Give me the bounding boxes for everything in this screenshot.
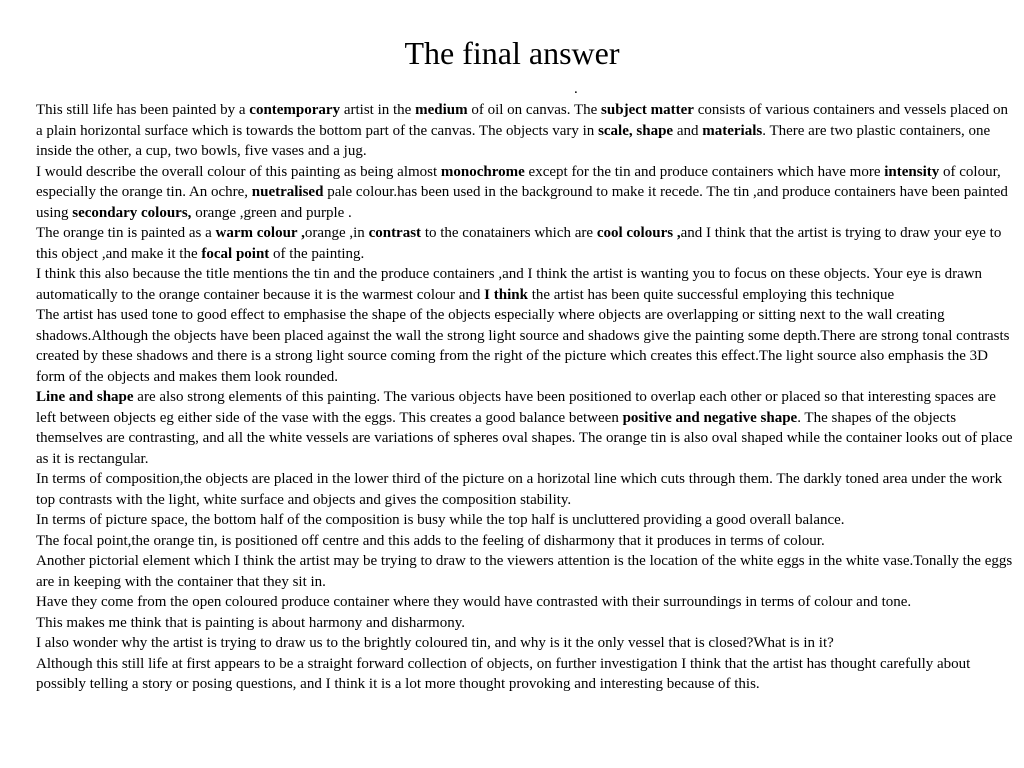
essay-paragraph — [36, 510, 1014, 531]
text-run: . There are two plastic containers, one inside the other, a cup, two bowls, five vases and a jug. — [36, 122, 991, 159]
slide-title: The final answer — [404, 35, 620, 71]
text-run: I think this also because the title mentions the tin and the produce containers ,and I think the artist is wanting you to focus on these objects. Your eye is drawn automatically to the orange container because it is the warmest colour and — [36, 266, 983, 303]
emphasis-term: intensity — [884, 163, 940, 180]
text-run: The focal point,the orange tin, is positioned off centre and this adds to the feeling of disharmony that it produces in terms of colour. — [36, 532, 825, 549]
text-run: the artist has been quite successful employing this technique — [527, 286, 895, 303]
text-run: In terms of picture space, the bottom half of the composition is busy while the top half is uncluttered providing a good overall balance. — [36, 512, 845, 528]
emphasis-term: medium — [415, 102, 468, 118]
text-run: artist in the — [340, 102, 416, 118]
emphasis-term: secondary colours, — [72, 204, 192, 221]
text-run: I would describe the overall colour of this painting as being almost — [36, 163, 441, 180]
essay-paragraph — [36, 264, 1014, 305]
text-run: In terms of composition,the objects are placed in the lower third of the picture on a horizotal line which cuts through them. The darkly toned area under the work top contrasts with the light, white surface and objects and gives the composition stability. — [36, 471, 1003, 508]
emphasis-term: nuetralised — [251, 184, 324, 200]
text-run: of colour, especially the orange tin. An ochre, — [36, 163, 1001, 200]
text-run: of the painting. — [269, 245, 365, 262]
text-run: orange ,green and purple . — [191, 204, 352, 221]
emphasis-term: positive and negative shape — [622, 409, 798, 426]
text-run: pale colour.has been used in the background to make it recede. The tin ,and produce containers have been painted using — [36, 184, 1008, 221]
emphasis-term: materials — [702, 122, 763, 139]
emphasis-term: cool colours , — [596, 225, 681, 241]
essay-paragraph — [36, 654, 1014, 695]
emphasis-term: monochrome — [440, 163, 525, 180]
text-run: The artist has used tone to good effect to emphasise the shape of the objects especially where objects are overlapping or sitting next to the wall creating shadows.Although the objects have been placed against the wall the strong light source and shadows give the painting some depth.There are strong tonal contrasts created by these shadows and there is a strong light source coming from the right of the picture which creates this effect.The light source also emphasis the 3D form of the objects and makes them look rounded. — [36, 307, 1010, 385]
text-run: to the conatainers which are — [421, 225, 597, 241]
text-run: orange ,in — [304, 225, 369, 241]
text-run: except for the tin and produce containers which have more — [524, 163, 885, 180]
emphasis-term: scale, shape — [598, 122, 674, 139]
emphasis-term: focal point — [201, 245, 270, 262]
emphasis-term: I think — [484, 286, 528, 303]
emphasis-term: contrast — [368, 225, 422, 241]
emphasis-term: subject matter — [601, 102, 694, 118]
text-run: This makes me think that is painting is about harmony and disharmony. — [36, 614, 465, 631]
text-run: . The shapes of the objects themselves are contrasting, and all the white vessels are variations of spheres oval shapes. The orange tin is also oval shaped while the container looks out of place as it is rectangular. — [36, 409, 1013, 467]
essay-paragraph — [36, 531, 1014, 552]
text-run: consists of various containers and vessels placed on a plain horizontal surface which is towards the bottom part of the canvas. The objects vary in — [36, 102, 1009, 139]
essay-paragraph — [36, 387, 1014, 469]
emphasis-term: contemporary — [249, 102, 341, 118]
essay-paragraph — [36, 592, 1014, 613]
essay-paragraph — [36, 100, 1014, 162]
text-run: The orange tin is painted as a — [36, 225, 216, 241]
text-run: are also strong elements of this painting. The various objects have been positioned to overlap each other or placed so that interesting spaces are left between objects eg either side of the vase with the eggs. This creates a good balance between — [36, 389, 996, 426]
emphasis-term: warm colour , — [215, 225, 305, 241]
essay-paragraph — [36, 223, 1014, 264]
text-run: I also wonder why the artist is trying to draw us to the brightly coloured tin, and why is it the only vessel that is closed?What is in it? — [36, 635, 834, 651]
text-run: Have they come from the open coloured produce container where they would have contrasted with their surroundings in terms of colour and tone. — [36, 594, 912, 610]
essay-paragraph — [36, 305, 1014, 387]
stray-mark: . — [574, 81, 578, 97]
essay-paragraph — [36, 469, 1014, 510]
essay-body — [36, 100, 1014, 695]
text-run: and I think that the artist is trying to draw your eye to this object ,and make it the — [36, 225, 1002, 262]
text-run: of oil on canvas. The — [467, 102, 602, 118]
text-run: This still life has been painted by a — [36, 102, 250, 118]
essay-paragraph — [36, 162, 1014, 224]
emphasis-term: Line and shape — [36, 389, 134, 405]
text-run: and — [673, 122, 703, 139]
essay-paragraph — [36, 633, 1014, 654]
text-run: Another pictorial element which I think the artist may be trying to draw to the viewers attention is the location of the white eggs in the white vase.Tonally the eggs are in keeping with the container that they sit in. — [36, 553, 1013, 590]
essay-paragraph — [36, 551, 1014, 592]
essay-paragraph — [36, 613, 1014, 634]
text-run: Although this still life at first appears to be a straight forward collection of objects, on further investigation I think that the artist has thought carefully about possibly telling a story or posing questions, and I think it is a lot more thought provoking and interesting because of this. — [36, 655, 971, 692]
